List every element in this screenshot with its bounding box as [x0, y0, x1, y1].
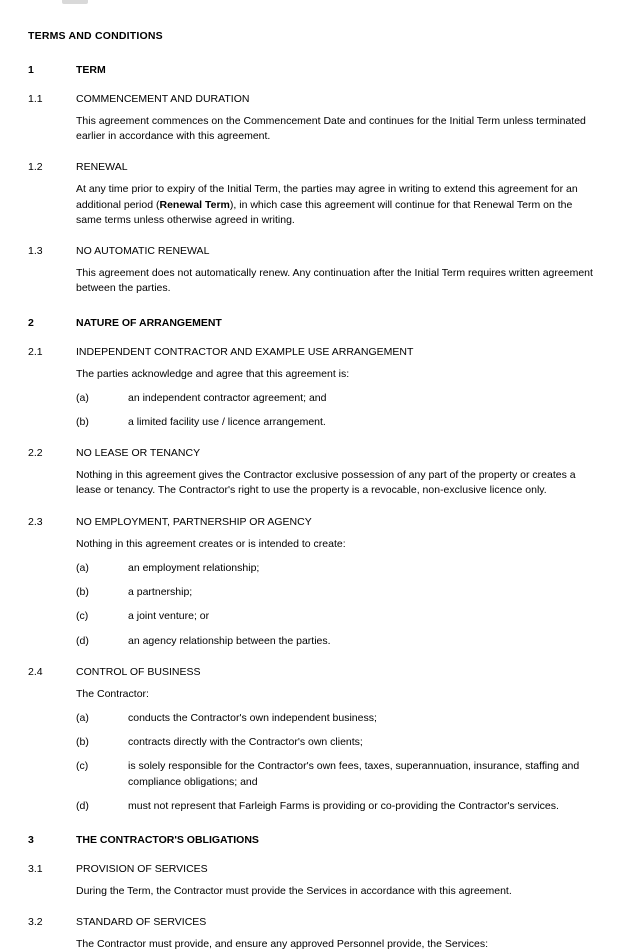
section-heading	[28, 64, 599, 76]
list-item-text: a limited facility use / licence arrangement.	[128, 415, 326, 428]
clause-paragraph: The Contractor:	[76, 687, 149, 700]
clause-number: 1.2	[28, 161, 43, 174]
clause-number: 2.1	[28, 345, 43, 358]
clause-heading	[28, 245, 599, 257]
clause-paragraph	[76, 182, 596, 228]
clause-number: 1.1	[28, 93, 43, 105]
list-item-text: conducts the Contractor's own independent business;	[128, 711, 377, 724]
clause-paragraph: Nothing in this agreement creates or is intended to create:	[76, 537, 346, 550]
list-item	[76, 415, 596, 430]
clause-heading	[28, 916, 599, 928]
list-item-text: an independent contractor agreement; and	[128, 391, 327, 404]
window-top-strip	[0, 0, 627, 8]
list-item-letter: (d)	[76, 634, 89, 647]
clause-paragraph: This agreement commences on the Commencement Date and continues for the Initial Term unless terminated earlier in accordance with this agreement.	[76, 115, 586, 143]
list-item	[76, 799, 596, 814]
section-number: 1	[28, 64, 34, 76]
clause-title: INDEPENDENT CONTRACTOR AND EXAMPLE USE ARRANGEMENT	[76, 345, 414, 358]
paragraph-text: At any time prior to expiry of the Initial Term, the parties may agree in writing to extend this agreement for an additional period (	[76, 183, 578, 211]
list-item	[76, 561, 596, 576]
clause-paragraph: The parties acknowledge and agree that this agreement is:	[76, 367, 350, 380]
clause-number: 2.3	[28, 515, 43, 528]
list-item-letter: (a)	[76, 391, 89, 404]
list-item-letter: (b)	[76, 415, 89, 428]
list-item	[76, 759, 596, 789]
list-item-letter: (d)	[76, 799, 89, 812]
section-title: NATURE OF ARRANGEMENT	[76, 316, 222, 329]
paragraph-text: ), in which case this agreement will continue for that Renewal Term on the same terms unless otherwise agreed in writing.	[76, 198, 573, 226]
section-title: THE CONTRACTOR'S OBLIGATIONS	[76, 834, 259, 847]
clause-number: 3.2	[28, 916, 43, 929]
section-heading	[28, 317, 599, 329]
clause-heading	[28, 346, 599, 358]
section-number: 3	[28, 834, 34, 847]
document-body	[28, 0, 599, 952]
list-item-letter: (c)	[76, 760, 89, 773]
list-item-text: an agency relationship between the parties.	[128, 634, 331, 647]
defined-term: Renewal Term	[159, 198, 230, 211]
list-item-letter: (c)	[76, 610, 89, 623]
list-item-letter: (b)	[76, 736, 89, 749]
clause-heading	[28, 161, 599, 173]
clause-number: 2.4	[28, 665, 43, 678]
clause-paragraph: During the Term, the Contractor must provide the Services in accordance with this agreement.	[76, 885, 512, 898]
list-item-letter: (a)	[76, 561, 89, 574]
clause-paragraph: The Contractor must provide, and ensure any approved Personnel provide, the Services:	[76, 938, 489, 951]
list-item	[76, 585, 596, 600]
list-item-text: a partnership;	[128, 586, 193, 599]
list-item	[76, 391, 596, 406]
list-item	[76, 634, 596, 649]
clause-title: NO EMPLOYMENT, PARTNERSHIP OR AGENCY	[76, 515, 312, 528]
clause-title: RENEWAL	[76, 161, 128, 174]
clause-number: 2.2	[28, 447, 43, 460]
list-item-text: must not represent that Farleigh Farms is providing or co-providing the Contractor's services.	[128, 799, 559, 812]
document-sections	[28, 64, 599, 952]
list-item	[76, 735, 596, 750]
list-item-text: is solely responsible for the Contractor's own fees, taxes, superannuation, insurance, staffing and compliance obligations; and	[128, 760, 580, 788]
clause-heading	[28, 93, 599, 105]
clause-number: 1.3	[28, 245, 43, 258]
section-number: 2	[28, 316, 34, 329]
list-item-letter: (a)	[76, 711, 89, 724]
clause-title: NO AUTOMATIC RENEWAL	[76, 245, 210, 258]
clause-title: STANDARD OF SERVICES	[76, 916, 207, 929]
list-item-text: contracts directly with the Contractor's own clients;	[128, 736, 363, 749]
clause-paragraph: Nothing in this agreement gives the Contractor exclusive possession of any part of the property or creates a lease or tenancy. The Contractor's right to use the property is a revocable, non-exclusive licence only.	[76, 469, 576, 497]
clause-number: 3.1	[28, 863, 43, 876]
clause-paragraph: This agreement does not automatically renew. Any continuation after the Initial Term requires written agreement between the parties.	[76, 267, 593, 295]
list-item-text: a joint venture; or	[128, 610, 210, 623]
clause-heading	[28, 447, 599, 459]
clause-title: CONTROL OF BUSINESS	[76, 665, 201, 678]
section-title: TERM	[76, 64, 106, 76]
list-item-text: an employment relationship;	[128, 561, 260, 574]
document-title: TERMS AND CONDITIONS	[28, 30, 163, 42]
section-heading	[28, 834, 599, 846]
clause-title: COMMENCEMENT AND DURATION	[76, 93, 250, 105]
list-item-letter: (b)	[76, 586, 89, 599]
clause-heading	[28, 666, 599, 678]
list-item	[76, 711, 596, 726]
scroll-nub	[62, 0, 88, 4]
clause-title: NO LEASE OR TENANCY	[76, 447, 201, 460]
clause-heading	[28, 516, 599, 528]
clause-heading	[28, 863, 599, 875]
list-item	[76, 609, 596, 624]
clause-title: PROVISION OF SERVICES	[76, 863, 208, 876]
